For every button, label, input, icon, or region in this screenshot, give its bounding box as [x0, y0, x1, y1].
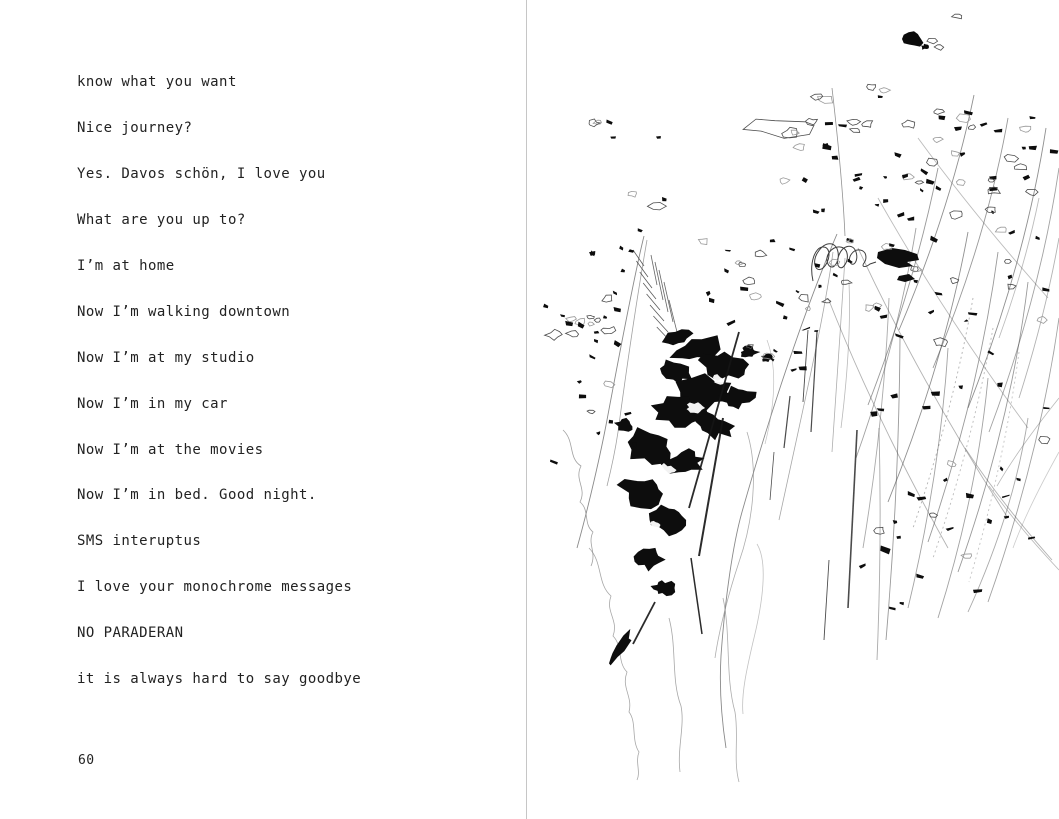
- poem-line: Now I’m at the movies: [77, 442, 264, 458]
- poem-line: Now I’m walking downtown: [77, 304, 291, 320]
- poem-line: it is always hard to say goodbye: [77, 671, 362, 687]
- poem-line: Now I’m at my studio: [77, 350, 255, 366]
- poem-line: Now I’m in my car: [77, 396, 228, 412]
- poem-line: I’m at home: [77, 258, 175, 274]
- poem-line: Nice journey?: [77, 120, 193, 136]
- page-number: 60: [78, 753, 95, 768]
- ink-illustration: [527, 0, 1059, 819]
- poem-line: What are you up to?: [77, 212, 246, 228]
- right-page: [527, 0, 1059, 819]
- poem-line: know what you want: [77, 74, 237, 90]
- poem-line: SMS interuptus: [77, 533, 202, 549]
- poem-line: Yes. Davos schön, I love you: [77, 166, 326, 182]
- left-page: [0, 0, 527, 819]
- poem-line: I love your monochrome messages: [77, 579, 353, 595]
- poem-line: Now I’m in bed. Good night.: [77, 487, 317, 503]
- poem-line: NO PARADERAN: [77, 625, 184, 641]
